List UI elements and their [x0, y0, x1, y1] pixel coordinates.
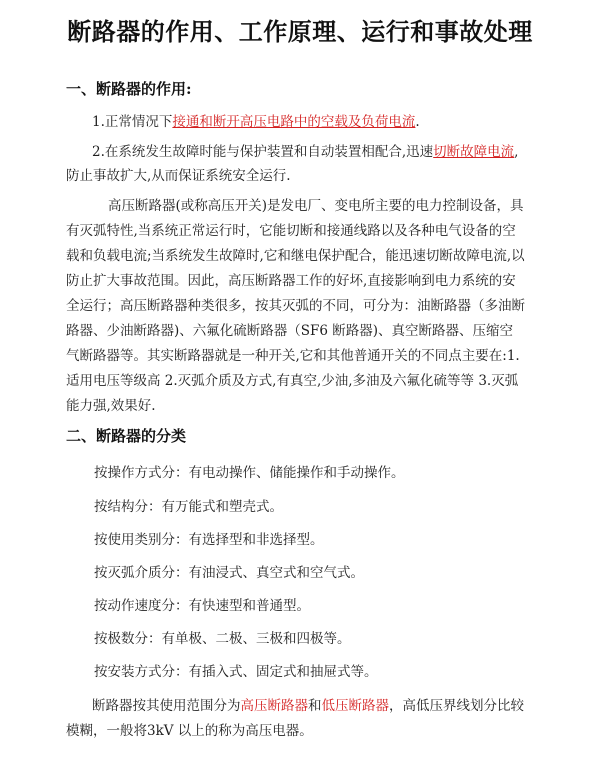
classification-item: 按操作方式分：有电动操作、储能操作和手动操作。 [94, 465, 405, 481]
classification-item: 按使用类别分：有选择型和非选择型。 [94, 532, 324, 548]
purpose-item-1-link[interactable]: 接通和断开高压电路中的空载及负荷电流 [172, 114, 416, 130]
purpose-item-1 [92, 110, 420, 130]
classification-item: 按结构分：有万能式和塑壳式。 [94, 499, 283, 515]
purpose-item-2-prefix: 2.在系统发生故障时能与保护装置和自动装置相配合,迅速 [92, 144, 434, 160]
section-heading-purpose: 一、断路器的作用: [66, 80, 192, 98]
purpose-item-1-prefix: 1.正常情况下 [92, 114, 173, 130]
range-conjunction: 和 [308, 698, 322, 714]
range-prefix: 断路器按其使用范围分为 [92, 698, 241, 714]
purpose-item-2 [92, 140, 518, 160]
body-line-2: 有灭弧特性,当系统正常运行时，它能切断和接通线路以及各种电气设备的空 [66, 223, 516, 239]
range-paragraph-line-2: 模糊，一般将3kV 以上的称为高压电器。 [66, 723, 313, 739]
range-paragraph-line-1 [92, 694, 524, 714]
classification-item: 按灭弧介质分：有油浸式、真空式和空气式。 [94, 565, 364, 581]
body-line-8: 适用电压等级高 2.灭弧介质及方式,有真空,少油,多油及六氟化硫等等 3.灭弧 [66, 373, 519, 389]
body-line-7: 气断路器等。其实断路器就是一种开关,它和其他普通开关的不同点主要在:1. [66, 348, 520, 364]
range-suffix: ，高低压界线划分比较 [389, 698, 524, 714]
body-line-5: 全运行；高压断路器种类很多，按其灭弧的不同，可分为：油断路器（多油断 [66, 298, 525, 314]
purpose-item-2-suffix: , [514, 144, 519, 160]
body-line-1: 高压断路器(或称高压开关)是发电厂、变电所主要的电力控制设备，具 [108, 198, 524, 214]
purpose-item-2-continued: 防止事故扩大,从而保证系统安全运行. [66, 168, 291, 184]
body-line-9: 能力强,效果好. [66, 398, 156, 414]
body-line-4: 防止扩大事故范围。因此，高压断路器工作的好坏,直接影响到电力系统的安 [66, 273, 516, 289]
classification-item: 按安装方式分：有插入式、固定式和抽屉式等。 [94, 664, 378, 680]
body-line-6: 路器、少油断路器)、六氟化硫断路器（SF6 断路器)、真空断路器、压缩空 [66, 323, 514, 339]
section-heading-classification: 二、断路器的分类 [66, 427, 187, 445]
page-title: 断路器的作用、工作原理、运行和事故处理 [67, 17, 533, 46]
high-voltage-breaker-link[interactable]: 高压断路器 [240, 698, 308, 714]
purpose-item-1-suffix: . [415, 114, 420, 130]
body-line-3: 载和负载电流;当系统发生故障时,它和继电保护配合，能迅速切断故障电流,以 [66, 248, 525, 264]
classification-item: 按极数分：有单极、二极、三极和四极等。 [94, 631, 351, 647]
purpose-item-2-link[interactable]: 切断故障电流 [433, 144, 515, 160]
low-voltage-breaker-link[interactable]: 低压断路器 [321, 698, 389, 714]
classification-item: 按动作速度分：有快速型和普通型。 [94, 598, 310, 614]
